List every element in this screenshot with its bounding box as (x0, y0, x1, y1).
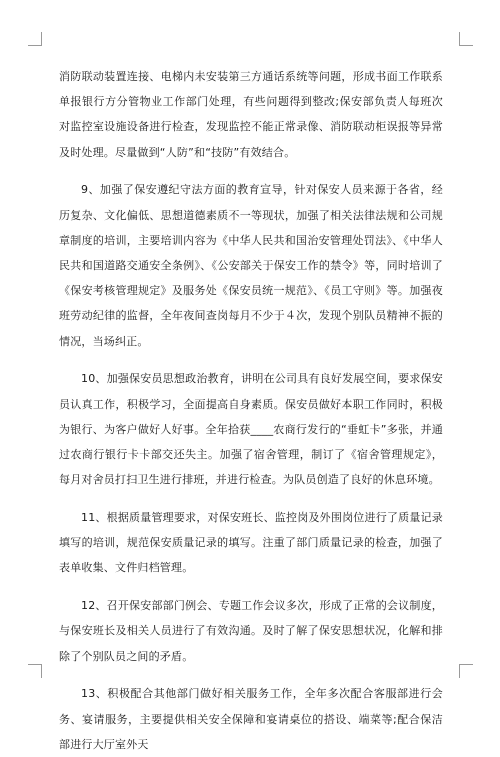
crop-mark-bottom-left (28, 664, 42, 678)
paragraph-11: 11、根据质量管理要求，对保安班长、监控岗及外围岗位进行了质量记录填写的培训，规范保安质量记录的填写。注重了部门质量记录的检查，加强了表单收集、文件归档管理。 (59, 511, 443, 575)
paragraph-13: 13、积极配合其他部门做好相关服务工作，全年多次配合客服部进行会务、宴请服务，主要提供相关安全保障和宴请桌位的搭设、端菜等;配合保洁部进行大厅室外天 (59, 687, 443, 751)
paragraph-12: 12、召开保安部部门例会、专题工作会议多次，形成了正常的会议制度，与保安班长及相关人员进行了有效沟通。及时了解了保安思想状况，化解和排除了个别队员之间的矛盾。 (59, 599, 443, 663)
document-body (59, 64, 443, 751)
crop-mark-bottom-right (459, 664, 473, 678)
paragraph-9: 9、加强了保安遵纪守法方面的教育宣导，针对保安人员来源于各省，经历复杂、文化偏低、思想道德素质不一等现状，加强了相关法律法规和公司规章制度的培训，主要培训内容为《中华人民共和国治安管理处罚法》、《中华人民共和国道路交通安全条例》、《公安部关于保安工作的禁令》等，同时培训了《保安考核管理规定》及服务处《保安员统一规范》、《员工守则》等。加强夜班劳动纪律的监督，全年夜间查岗每月不少于４次，发现个别队员精神不振的情况，当场纠正。 (59, 183, 443, 348)
paragraph-continued: 消防联动装置连接、电梯内未安装第三方通话系统等问题，形成书面工作联系单报银行方分管物业工作部门处理，有些问题得到整改;保安部负责人每班次对监控室设施设备进行检查，发现监控不能正常录像、消防联动柜误报等异常及时处理。尽量做到“人防”和“技防”有效结合。 (59, 70, 443, 159)
crop-mark-top-left (28, 32, 42, 46)
paragraph-10: 10、加强保安员思想政治教育，讲明在公司具有良好发展空间，要求保安员认真工作，积极学习，全面提高自身素质。保安员做好本职工作同时，积极为银行、为客户做好人好事。全年拾获____农商行发行的“垂虹卡”多张，并通过农商行银行卡卡部交还失主。加强了宿舍管理，制订了《宿舍管理规定》，每月对舍员打扫卫生进行排班，并进行检查。为队员创造了良好的休息环境。 (59, 372, 443, 487)
crop-mark-top-right (459, 32, 473, 46)
